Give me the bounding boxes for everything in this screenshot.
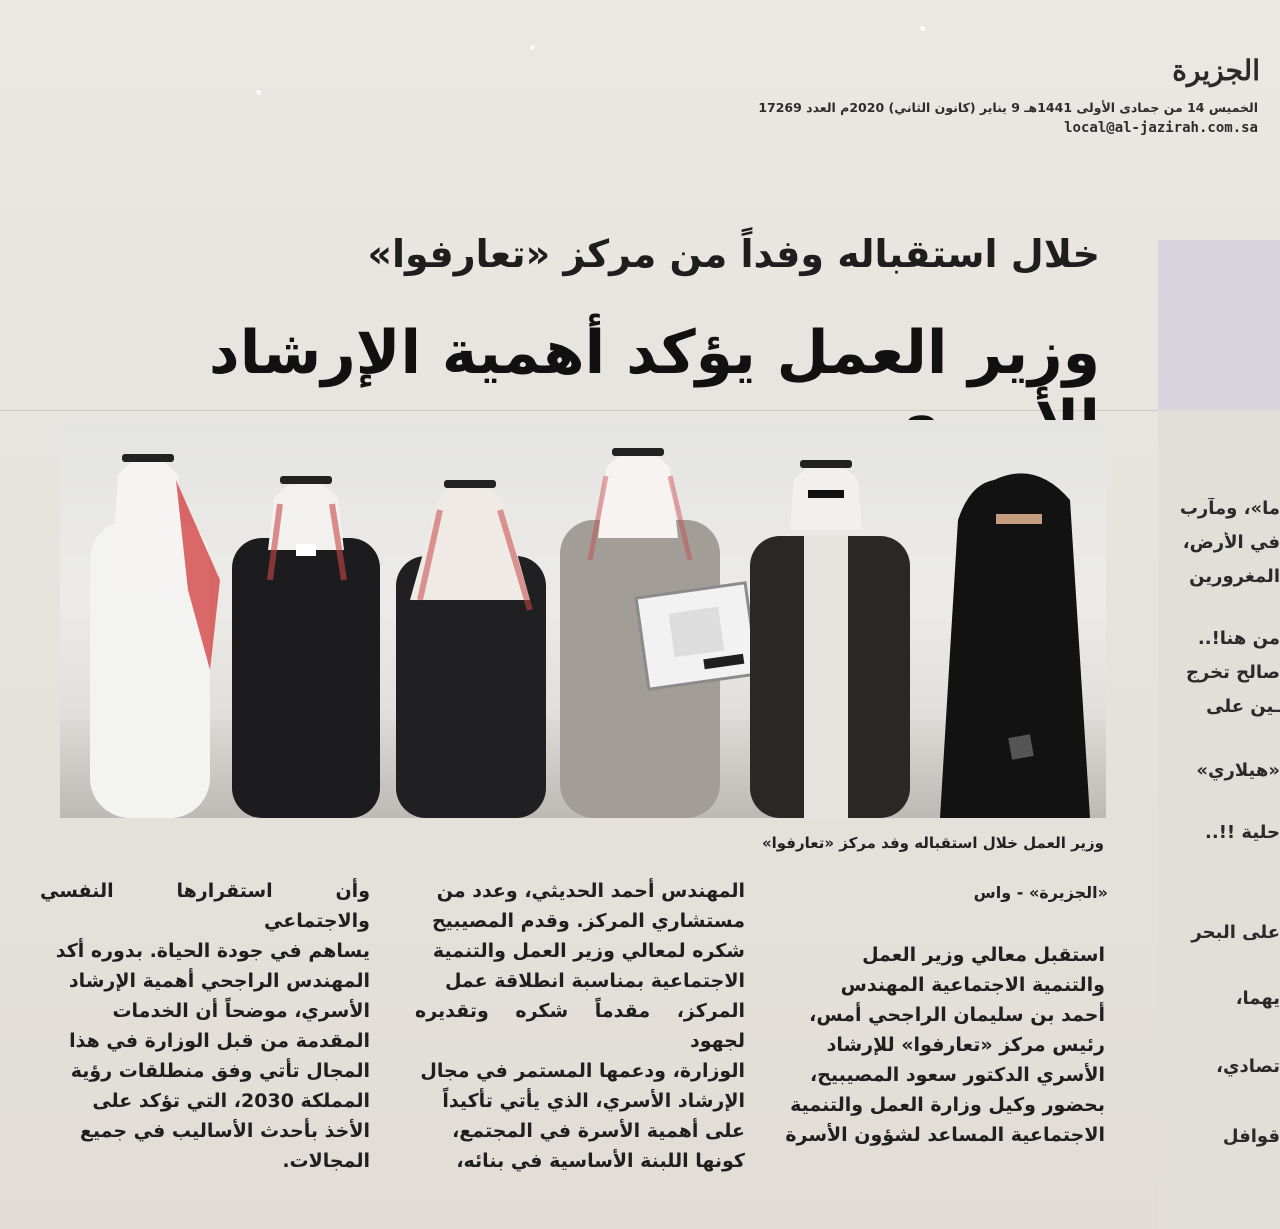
column-line: الوزارة، ودعمها المستمر في مجال xyxy=(420,1060,745,1082)
column-line: المجال تأتي وفق منطلقات رؤية xyxy=(70,1060,370,1082)
adjacent-text: من هنا!.. xyxy=(1197,628,1280,649)
masthead-email: local@al-jazirah.com.sa xyxy=(1064,120,1258,136)
adjacent-text: حلية !!.. xyxy=(1205,822,1280,843)
column-line: وأن استقرارها النفسي والاجتماعي xyxy=(40,880,370,932)
person-figure xyxy=(396,480,546,818)
adjacent-text: على البحر xyxy=(1191,922,1280,943)
article-column-2 xyxy=(415,876,745,1176)
article-column-3 xyxy=(40,876,370,1176)
adjacent-text: ـين على xyxy=(1206,696,1280,717)
adjacent-text: يهما، xyxy=(1235,988,1280,1009)
column-line: استقبل معالي وزير العمل xyxy=(862,944,1105,966)
group-photo-illustration xyxy=(60,420,1106,818)
article-column-1 xyxy=(775,940,1105,1150)
paper-speck xyxy=(920,26,925,31)
adjacent-text: المغرورين xyxy=(1189,566,1280,587)
adjacent-text: قوافل xyxy=(1222,1126,1280,1147)
person-figure xyxy=(940,473,1090,818)
column-line: على أهمية الأسرة في المجتمع، xyxy=(452,1120,745,1142)
person-figure xyxy=(90,454,220,818)
column-line: رئيس مركز «تعارفوا» للإرشاد xyxy=(826,1034,1105,1056)
column-line: كونها اللبنة الأساسية في بنائه، xyxy=(456,1150,745,1172)
person-figure xyxy=(750,460,910,818)
column-line: مستشاري المركز. وقدم المصيبيح xyxy=(431,910,745,932)
column-line: المملكة 2030، التي تؤكد على xyxy=(92,1090,370,1112)
adjacent-text: ما»، ومآرب xyxy=(1179,498,1280,519)
article-photo xyxy=(60,420,1106,818)
person-figure xyxy=(232,476,380,818)
paper-speck xyxy=(530,45,535,50)
adjacent-text: «هيلاري» xyxy=(1196,760,1280,781)
photo-caption: وزير العمل خلال استقباله وفد مركز «تعارفوا» xyxy=(761,834,1104,852)
adjacent-text: تصادي، xyxy=(1216,1056,1280,1077)
article-kicker: خلال استقباله وفداً من مركز «تعارفوا» xyxy=(367,232,1100,276)
masthead-logo: الجزيرة xyxy=(1172,54,1260,87)
column-line: المقدمة من قبل الوزارة في هذا xyxy=(69,1030,370,1052)
column-line: المجالات. xyxy=(282,1150,370,1172)
award-plaque xyxy=(636,583,758,689)
column-line: الأسري، موضحاً أن الخدمات xyxy=(112,1000,370,1022)
column-line: يساهم في جودة الحياة. بدوره أكد xyxy=(55,940,370,962)
column-line: الاجتماعية بمناسبة انطلاقة عمل xyxy=(444,970,745,992)
article-headline: وزير العمل يؤكد أهمية الإرشاد xyxy=(208,318,1100,388)
column-line: الأخذ بأحدث الأساليب في جميع xyxy=(79,1120,370,1142)
column-line: الاجتماعية المساعد لشؤون الأسرة xyxy=(785,1124,1105,1146)
adjacent-text: في الأرض، xyxy=(1182,532,1280,553)
column-line: أحمد بن سليمان الراجحي أمس، xyxy=(809,1004,1105,1026)
column-line: المهندس أحمد الحديثي، وعدد من xyxy=(436,880,745,902)
column-line: المركز، مقدماً شكره وتقديره لجهود xyxy=(415,1000,745,1052)
column-line: شكره لمعالي وزير العمل والتنمية xyxy=(432,940,745,962)
column-line: بحضور وكيل وزارة العمل والتنمية xyxy=(790,1094,1105,1116)
adjacent-text: صالح تخرج xyxy=(1185,662,1280,683)
adjacent-column-header-area xyxy=(1158,240,1280,410)
column-line: الإرشاد الأسري، الذي يأتي تأكيداً xyxy=(442,1090,745,1112)
paper-speck xyxy=(256,90,261,95)
dateline: الخميس 14 من جمادى الأولى 1441هـ 9 يناير (كانون الثاني) 2020م العدد 17269 xyxy=(758,100,1258,115)
column-line: الأسري الدكتور سعود المصيبيح، xyxy=(809,1064,1105,1086)
column-line: المهندس الراجحي أهمية الإرشاد xyxy=(68,970,370,992)
column-line: والتنمية الاجتماعية المهندس xyxy=(840,974,1105,996)
article-byline: «الجزيرة» - واس xyxy=(973,883,1108,902)
